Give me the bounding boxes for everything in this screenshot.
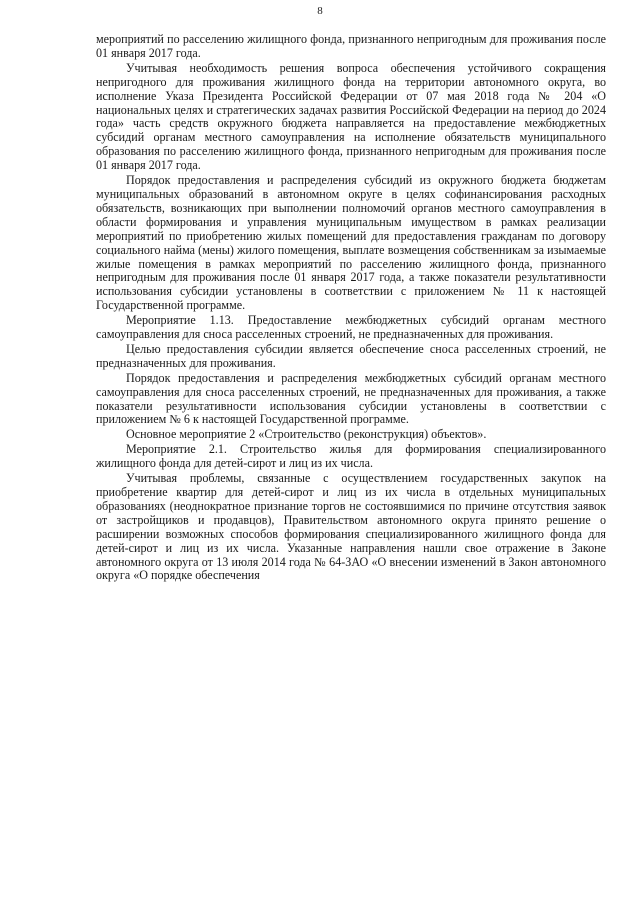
paragraph-4: Мероприятие 1.13. Предоставление межбюджетных субсидий органам местного самоуправления для сноса расселенных строений, не предназначенных для проживания. — [96, 313, 606, 342]
paragraph-3: Порядок предоставления и распределения субсидий из окружного бюджета бюджетам муниципальных образований в автономном округе в целях софинансирования расходных обязательств, возникающих при выполнении полномочий органов местного самоуправления в области формирования и управления муниципальным имуществом в рамках реализации мероприятий по приобретению жилых помещений для предоставления гражданам по договору социального найма (мены) жилого помещения, выплате возмещения собственникам за изымаемые жилые помещения в рамках мероприятий по расселению жилищного фонда, признанного непригодным для проживания после 01 января 2017 года, а также показатели результативности использования субсидии установлены в соответствии с приложением № 11 к настоящей Государственной программе. — [96, 173, 606, 313]
paragraph-8: Мероприятие 2.1. Строительство жилья для формирования специализированного жилищного фонда для детей-сирот и лиц из их числа. — [96, 442, 606, 471]
paragraph-7: Основное мероприятие 2 «Строительство (реконструкция) объектов». — [126, 427, 487, 442]
paragraph-2: Учитывая необходимость решения вопроса обеспечения устойчивого сокращения непригодного для проживания жилищного фонда на территории автономного округа, во исполнение Указа Президента Российской Федерации от 07 мая 2018 года № 204 «О национальных целях и стратегических задачах развития Российской Федерации на период до 2024 года» часть средств окружного бюджета направляется на предоставление межбюджетных субсидий органам местного самоуправления на исполнение обязательств муниципального образования по расселению жилищного фонда, признанного непригодным для проживания после 01 января 2017 года. — [96, 60, 606, 173]
paragraph-9: Учитывая проблемы, связанные с осуществлением государственных закупок на приобретение квартир для детей-сирот и лиц из их числа в отдельных муниципальных образованиях (неоднократное признание торгов не состоявшимися по причине отсутствия заявок от застройщиков и продавцов), Правительством автономного округа принято решение о расширении возможных способов формирования специализированного жилищного фонда для детей-сирот и лиц из их числа. Указанные направления нашли свое отражение в Законе автономного округа от 13 июля 2014 года № 64-ЗАО «О внесении изменений в Закон автономного округа «О порядке обеспечения — [96, 471, 606, 583]
paragraph-5: Целью предоставления субсидии является обеспечение сноса расселенных строений, не предназначенных для проживания. — [96, 341, 606, 370]
paragraph-1: мероприятий по расселению жилищного фонда, признанного непригодным для проживания после 01 января 2017 года. — [96, 32, 606, 60]
page-number: 8 — [317, 5, 323, 17]
paragraph-6: Порядок предоставления и распределения межбюджетных субсидий органам местного самоуправления для сноса расселенных строений, не предназначенных для проживания, а также показатели результативности использования субсидии установлены в соответствии с приложением № 6 к настоящей Государственной программе. — [96, 370, 606, 427]
document-body — [96, 33, 606, 584]
